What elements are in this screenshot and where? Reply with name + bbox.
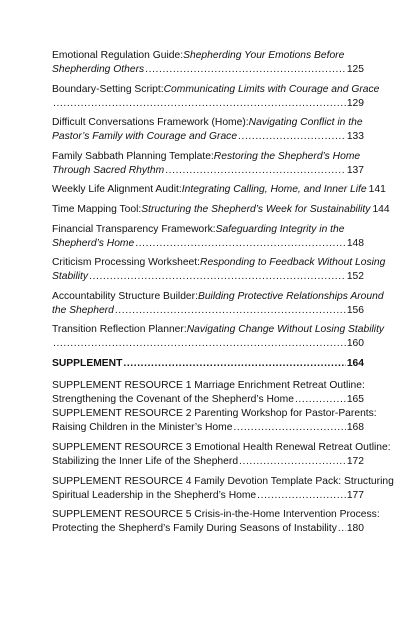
supplement-heading: SUPPLEMENT xyxy=(52,358,123,370)
entry-title-plain: Transition Reflection Planner: xyxy=(52,324,187,336)
entry-title-plain: Accountability Structure Builder: xyxy=(52,290,198,302)
leader-dots xyxy=(233,421,345,435)
toc-entry-resource[interactable] xyxy=(52,508,380,536)
page-number: 129 xyxy=(346,97,364,109)
entry-title-italic: Structuring the Shepherd’s Week for Sustainability xyxy=(141,203,371,215)
entry-title-italic: Shepherding Your Emotions Before xyxy=(183,50,345,61)
toc-entry-supplement[interactable] xyxy=(52,357,364,371)
entry-title-italic-cont: Through Sacred Rhythm xyxy=(52,164,165,176)
leader-dots xyxy=(295,393,346,407)
entry-title-italic-cont: Stability xyxy=(52,271,89,283)
leader-dots xyxy=(257,489,346,503)
page-number: 137 xyxy=(346,164,364,176)
resource-title: SUPPLEMENT RESOURCE 5 Crisis-in-the-Home Intervention Process: xyxy=(52,509,380,521)
page-number: 177 xyxy=(346,489,364,501)
resource-subtitle: Stabilizing the Inner Life of the Shepherd xyxy=(52,455,239,467)
leader-dots xyxy=(115,304,346,318)
toc-entry[interactable] xyxy=(52,290,384,318)
entry-title-italic-cont: the Shepherd xyxy=(52,304,114,316)
toc-entry-resource[interactable] xyxy=(52,407,377,435)
entry-title-italic: Safeguarding Integrity in the xyxy=(215,223,345,235)
leader-dots xyxy=(145,63,346,77)
leader-dots xyxy=(123,357,345,371)
entry-title-italic: Navigating Conflict in the xyxy=(248,117,363,129)
entry-title-italic-cont: Shepherding Others xyxy=(52,64,145,75)
toc-entry[interactable] xyxy=(52,323,385,351)
entry-title-italic: Responding to Feedback Without Losing xyxy=(200,257,386,269)
entry-title-plain: Weekly Life Alignment Audit: xyxy=(52,184,182,196)
resource-subtitle: Protecting the Shepherd’s Family During Seasons of Instability xyxy=(52,523,337,535)
page-number: 141 xyxy=(368,184,386,196)
entry-title-plain: Criticism Processing Worksheet: xyxy=(52,257,201,269)
page-number: 156 xyxy=(346,304,364,316)
page-number: 165 xyxy=(346,394,364,406)
entry-title-plain: Emotional Regulation Guide: xyxy=(52,50,184,61)
page-number: 125 xyxy=(346,64,364,75)
page-number: 148 xyxy=(346,237,364,249)
resource-title: SUPPLEMENT RESOURCE 1 Marriage Enrichment Retreat Outline: xyxy=(52,380,365,392)
leader-dots xyxy=(165,164,346,178)
leader-dots xyxy=(53,337,346,351)
toc-entry[interactable] xyxy=(52,116,364,144)
leader-dots xyxy=(238,130,346,144)
toc-entry-resource[interactable] xyxy=(52,441,391,469)
resource-subtitle: Spiritual Leadership in the Shepherd’s Home xyxy=(52,489,257,501)
toc-entry[interactable] xyxy=(52,83,380,111)
leader-dots xyxy=(239,455,346,469)
page-number: 168 xyxy=(346,422,364,434)
resource-title: SUPPLEMENT RESOURCE 3 Emotional Health Renewal Retreat Outline: xyxy=(52,441,391,453)
toc-entry-resource[interactable] xyxy=(52,379,364,407)
entry-title-italic: Building Protective Relationships Around xyxy=(197,290,384,302)
entry-title-plain: Financial Transparency Framework: xyxy=(52,223,216,235)
entry-title-italic-cont: Pastor’s Family with Courage and Grace xyxy=(52,131,238,143)
entry-title-plain: Family Sabbath Planning Template: xyxy=(52,150,214,162)
entry-title-plain: Difficult Conversations Framework (Home): xyxy=(52,117,249,129)
entry-title-italic: Restoring the Shepherd’s Home xyxy=(213,150,361,162)
toc-entry[interactable] xyxy=(52,183,386,197)
toc-entry-resource[interactable] xyxy=(52,475,394,503)
entry-title-italic: Integrating Calling, Home, and Inner Life xyxy=(181,184,367,196)
entry-title-italic-cont: Shepherd’s Home xyxy=(52,237,135,249)
entry-title-italic: Navigating Change Without Losing Stability xyxy=(186,324,385,336)
page-number: 152 xyxy=(346,271,364,283)
toc-entry[interactable] xyxy=(52,203,390,217)
leader-dots xyxy=(89,270,346,284)
resource-title: SUPPLEMENT RESOURCE 4 Family Devotion Template Pack: Structuring xyxy=(52,475,394,487)
page-number: 172 xyxy=(346,455,364,467)
page-number: 180 xyxy=(346,523,364,535)
resource-title: SUPPLEMENT RESOURCE 2 Parenting Workshop for Pastor-Parents: xyxy=(52,408,377,420)
leader-dots xyxy=(53,97,346,111)
page-number: 164 xyxy=(346,358,364,370)
resource-subtitle: Raising Children in the Minister’s Home xyxy=(52,422,233,434)
toc-entry[interactable] xyxy=(52,223,364,251)
table-of-contents xyxy=(52,49,394,542)
leader-dots xyxy=(338,522,346,536)
page-number: 144 xyxy=(372,203,390,215)
resource-subtitle: Strengthening the Covenant of the Shepherd’s Home xyxy=(52,394,294,406)
page-number: 133 xyxy=(346,131,364,143)
entry-title-plain: Time Mapping Tool: xyxy=(52,203,142,215)
entry-title-plain: Boundary-Setting Script: xyxy=(52,83,164,95)
toc-entry[interactable] xyxy=(52,150,364,178)
toc-entry[interactable] xyxy=(52,256,386,284)
entry-title-italic: Communicating Limits with Courage and Grace xyxy=(163,83,380,95)
page-number: 160 xyxy=(346,338,364,350)
leader-dots xyxy=(135,237,346,251)
toc-entry[interactable] xyxy=(52,49,364,77)
